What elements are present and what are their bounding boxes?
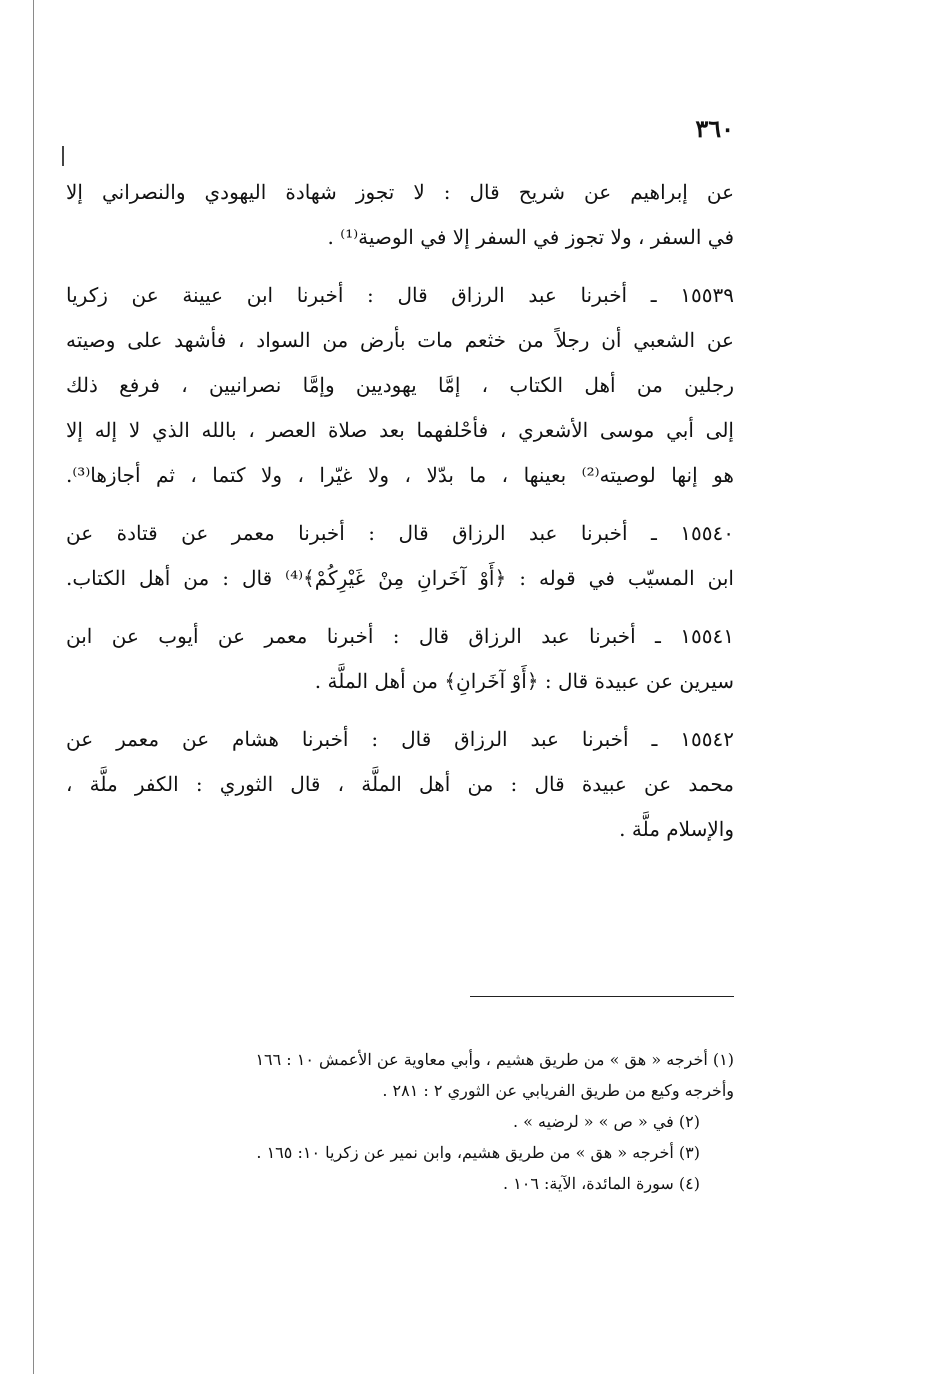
hadith-15542 bbox=[66, 717, 734, 852]
text-line: ١٥٥٣٩ ـ أخبرنا عبد الرزاق قال : أخبرنا ابن عيينة عن زكريا bbox=[66, 283, 734, 307]
text-line: ١٥٥٤٠ ـ أخبرنا عبد الرزاق قال : أخبرنا معمر عن قتادة عن bbox=[66, 521, 734, 545]
footnotes bbox=[66, 1044, 734, 1199]
text-line: عن إبراهيم عن شريح قال : لا تجوز شهادة اليهودي والنصراني إلا bbox=[66, 180, 734, 204]
text-line: إلى أبي موسى الأشعري ، فأحْلفهما بعد صلاة العصر ، بالله الذي لا إله إلا bbox=[66, 418, 734, 442]
footnote-line: (٣) أخرجه « هق » من طريق هشيم، وابن نمير عن زكريا ١٠: ١٦٥ . bbox=[256, 1143, 700, 1162]
footnote-line: وأخرجه وكيع من طريق الفريابي عن الثوري ٢ : ٢٨١ . bbox=[382, 1081, 734, 1100]
text-line: ١٥٥٤١ ـ أخبرنا عبد الرزاق قال : أخبرنا معمر عن أيوب عن ابن bbox=[66, 624, 734, 648]
page-edge-rule bbox=[33, 0, 34, 1374]
scan-mark bbox=[62, 146, 64, 166]
text-line: ابن المسيّب في قوله : ﴿أَوْ آخَرانِ مِنْ غَيْرِكُمْ﴾⁽⁴⁾ قال : من أهل الكتاب. bbox=[66, 566, 734, 590]
text-line: سيرين عن عبيدة قال : ﴿أَوْ آخَرانِ﴾ من أهل الملَّة . bbox=[314, 669, 734, 693]
footnote-line: (١) أخرجه « هق » من طريق هشيم ، وأبي معاوية عن الأعمش ١٠ : ١٦٦ bbox=[255, 1050, 734, 1069]
text-line: والإسلام ملَّة . bbox=[619, 817, 734, 841]
text-line: عن الشعبي أن رجلاً من خثعم مات بأرض من السواد ، فأشهد على وصيته bbox=[66, 328, 734, 352]
text-line: محمد عن عبيدة قال : من أهل الملَّة ، قال الثوري : الكفر ملَّة ، bbox=[66, 772, 734, 796]
main-text bbox=[66, 170, 734, 865]
footnote-line: (٢) في « ص » « لرضيه » . bbox=[512, 1112, 700, 1131]
hadith-15540 bbox=[66, 511, 734, 601]
hadith-15539 bbox=[66, 273, 734, 498]
footnote-separator bbox=[470, 996, 734, 997]
text-line: ١٥٥٤٢ ـ أخبرنا عبد الرزاق قال : أخبرنا هشام عن معمر عن bbox=[66, 727, 734, 751]
paragraph-continuation bbox=[66, 170, 734, 260]
hadith-15541 bbox=[66, 614, 734, 704]
footnote-line: (٤) سورة المائدة، الآية: ١٠٦ . bbox=[503, 1174, 700, 1193]
page-number: ٣٦٠ bbox=[695, 114, 734, 143]
text-line: رجلين من أهل الكتاب ، إمَّا يهوديين وإمَّا نصرانيين ، فرفع ذلك bbox=[66, 373, 734, 397]
text-line: هو إنها لوصيته⁽²⁾ بعينها ، ما بدّلا ، ولا غيّرا ، ولا كتما ، ثم أجازها⁽³⁾. bbox=[66, 463, 734, 487]
text-line: في السفر ، ولا تجوز في السفر إلا في الوصية⁽¹⁾ . bbox=[327, 225, 734, 249]
